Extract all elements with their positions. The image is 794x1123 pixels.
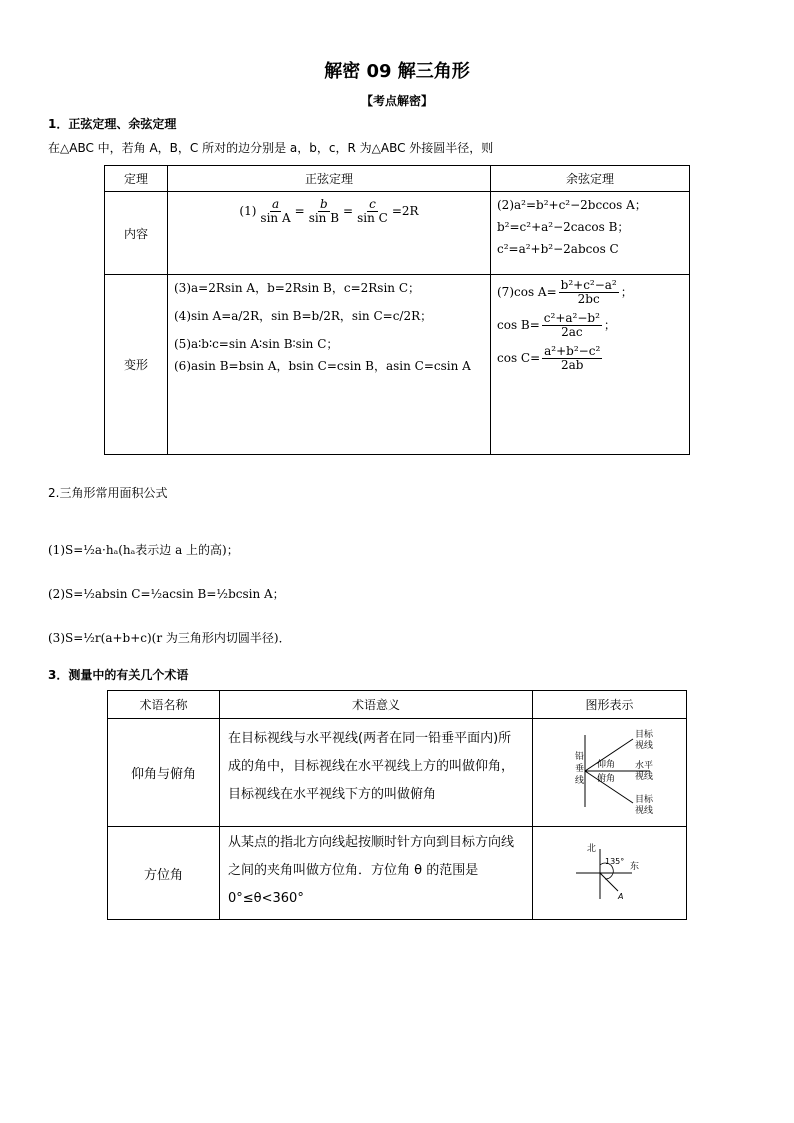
- frac-den: sin C: [357, 211, 388, 225]
- sine-var-4: (4)sin A=a/2R，sin B=b/2R，sin C=c/2R；: [174, 309, 433, 323]
- cos-var-lhs: cos B=: [497, 318, 540, 332]
- term-elevation-desc: 在目标视线与水平视线(两者在同一铅垂平面内)所成的角中，目标视线在水平视线上方的叫做仰角，目标视线在水平视线下方的叫做俯角: [220, 719, 533, 827]
- vertical-label-2: 垂: [574, 764, 584, 774]
- elevation-diagram: [555, 723, 665, 819]
- horizontal-label-1: 水平: [634, 761, 653, 771]
- page-title: 解密 09 解三角形: [324, 61, 470, 82]
- cos-var-frac: [542, 345, 602, 372]
- cos-var-end: ；: [603, 318, 616, 332]
- area-formula-3: (3)S=½r(a+b+c)(r 为三角形内切圆半径)．: [48, 631, 291, 645]
- sine-var-6: (6)asin B=bsin A，bsin C=csin B，asin C=csin A: [174, 359, 471, 373]
- cos-var-a: [497, 279, 683, 306]
- theorem-table: [104, 165, 690, 455]
- point-a-label: A: [617, 891, 623, 901]
- target-down-label-2: 视线: [634, 806, 653, 816]
- area-formula-1: (1)S=½a·hₐ(hₐ表示边 a 上的高)；: [48, 543, 239, 557]
- frac-a-sinA: [258, 198, 292, 225]
- terms-table: [107, 690, 687, 920]
- sine-variants: [168, 275, 491, 455]
- th-term-name: 术语名称: [108, 691, 220, 719]
- frac-den: 2ab: [560, 358, 584, 372]
- section1-intro: 在△ABC 中，若角 A，B，C 所对的边分别是 a，b，c，R 为△ABC 外接圆半径，则: [48, 141, 494, 155]
- bearing-figure: [533, 827, 687, 920]
- vertical-label-1: 铅: [574, 752, 584, 762]
- sine-prefix: (1): [239, 204, 257, 218]
- target-up-label-2: 视线: [634, 741, 653, 751]
- area-formula-2: (2)S=½absin C=½acsin B=½bcsin A；: [48, 587, 285, 601]
- cos-var-lhs: (7)cos A=: [497, 285, 557, 299]
- page-subtitle: 【考点解密】: [360, 94, 433, 108]
- frac-num: a: [271, 197, 280, 211]
- north-label: 北: [586, 843, 596, 854]
- th-sine: 正弦定理: [168, 166, 491, 192]
- frac-num: b: [320, 197, 328, 211]
- elevation-label: 仰角: [596, 760, 615, 770]
- cos-formula-b: b²=c²+a²−2cacos B；: [497, 220, 630, 234]
- cos-formula-c: c²=a²+b²−2abcos C: [497, 242, 619, 256]
- sine-suffix: =2R: [391, 204, 419, 218]
- th-term-meaning: 术语意义: [220, 691, 533, 719]
- cos-var-lhs: cos C=: [497, 351, 541, 365]
- th-theorem: 定理: [105, 166, 168, 192]
- frac-den: sin A: [260, 211, 291, 225]
- cos-var-b: [497, 312, 683, 339]
- cos-var-c: [497, 345, 683, 372]
- frac-den: sin B: [308, 211, 340, 225]
- term-bearing: 方位角: [108, 827, 220, 920]
- section2-heading: 2.三角形常用面积公式: [48, 486, 168, 500]
- sine-law-content: (1) $\frac{a}{\text{sin A}}$ = $\frac{b}{\text{sin B}}$ = $\frac{c}{\text{sin C}}$ =2R: [168, 192, 491, 275]
- sine-var-3: (3)a=2Rsin A，b=2Rsin B，c=2Rsin C；: [174, 281, 421, 295]
- angle-label: 135°: [604, 856, 624, 866]
- target-down-label-1: 目标: [634, 795, 653, 805]
- frac-den: 2ac: [561, 325, 583, 339]
- cos-var-frac: [542, 312, 602, 339]
- east-label: 东: [629, 861, 639, 872]
- depression-label: 俯角: [596, 774, 615, 784]
- frac-b-sinB: [307, 198, 341, 225]
- frac-num: c: [369, 197, 376, 211]
- th-term-figure: 图形表示: [533, 691, 687, 719]
- cos-var-end: ；: [620, 285, 633, 299]
- frac-c-sinC: [355, 198, 390, 225]
- bearing-diagram: [570, 839, 650, 905]
- elevation-figure: [533, 719, 687, 827]
- horizontal-label-2: 视线: [634, 772, 653, 782]
- target-up-label-1: 目标: [634, 730, 653, 740]
- sine-var-5: (5)a∶b∶c=sin A∶sin B∶sin C；: [174, 337, 339, 351]
- section3-heading: 3．测量中的有关几个术语: [48, 668, 189, 682]
- cosine-law-content: [491, 192, 690, 275]
- bearing-line: [600, 873, 618, 891]
- row-content-label: 内容: [105, 192, 168, 275]
- frac-den: 2bc: [577, 292, 600, 306]
- term-elevation: 仰角与俯角: [108, 719, 220, 827]
- frac-num: b²+c²−a²: [560, 278, 617, 292]
- frac-num: a²+b²−c²: [544, 344, 601, 358]
- cos-formula-a: (2)a²=b²+c²−2bccos A；: [497, 198, 647, 212]
- cos-var-frac: [559, 279, 619, 306]
- cosine-variants: [491, 275, 690, 455]
- vertical-label-3: 线: [574, 776, 584, 786]
- row-variant-label: 变形: [105, 275, 168, 455]
- section1-heading: 1．正弦定理、余弦定理: [48, 117, 177, 131]
- th-cosine: 余弦定理: [491, 166, 690, 192]
- frac-num: c²+a²−b²: [543, 311, 600, 325]
- term-bearing-desc: 从某点的指北方向线起按顺时针方向到目标方向线之间的夹角叫做方位角．方位角 θ 的范围是 0°≤θ<360°: [220, 827, 533, 920]
